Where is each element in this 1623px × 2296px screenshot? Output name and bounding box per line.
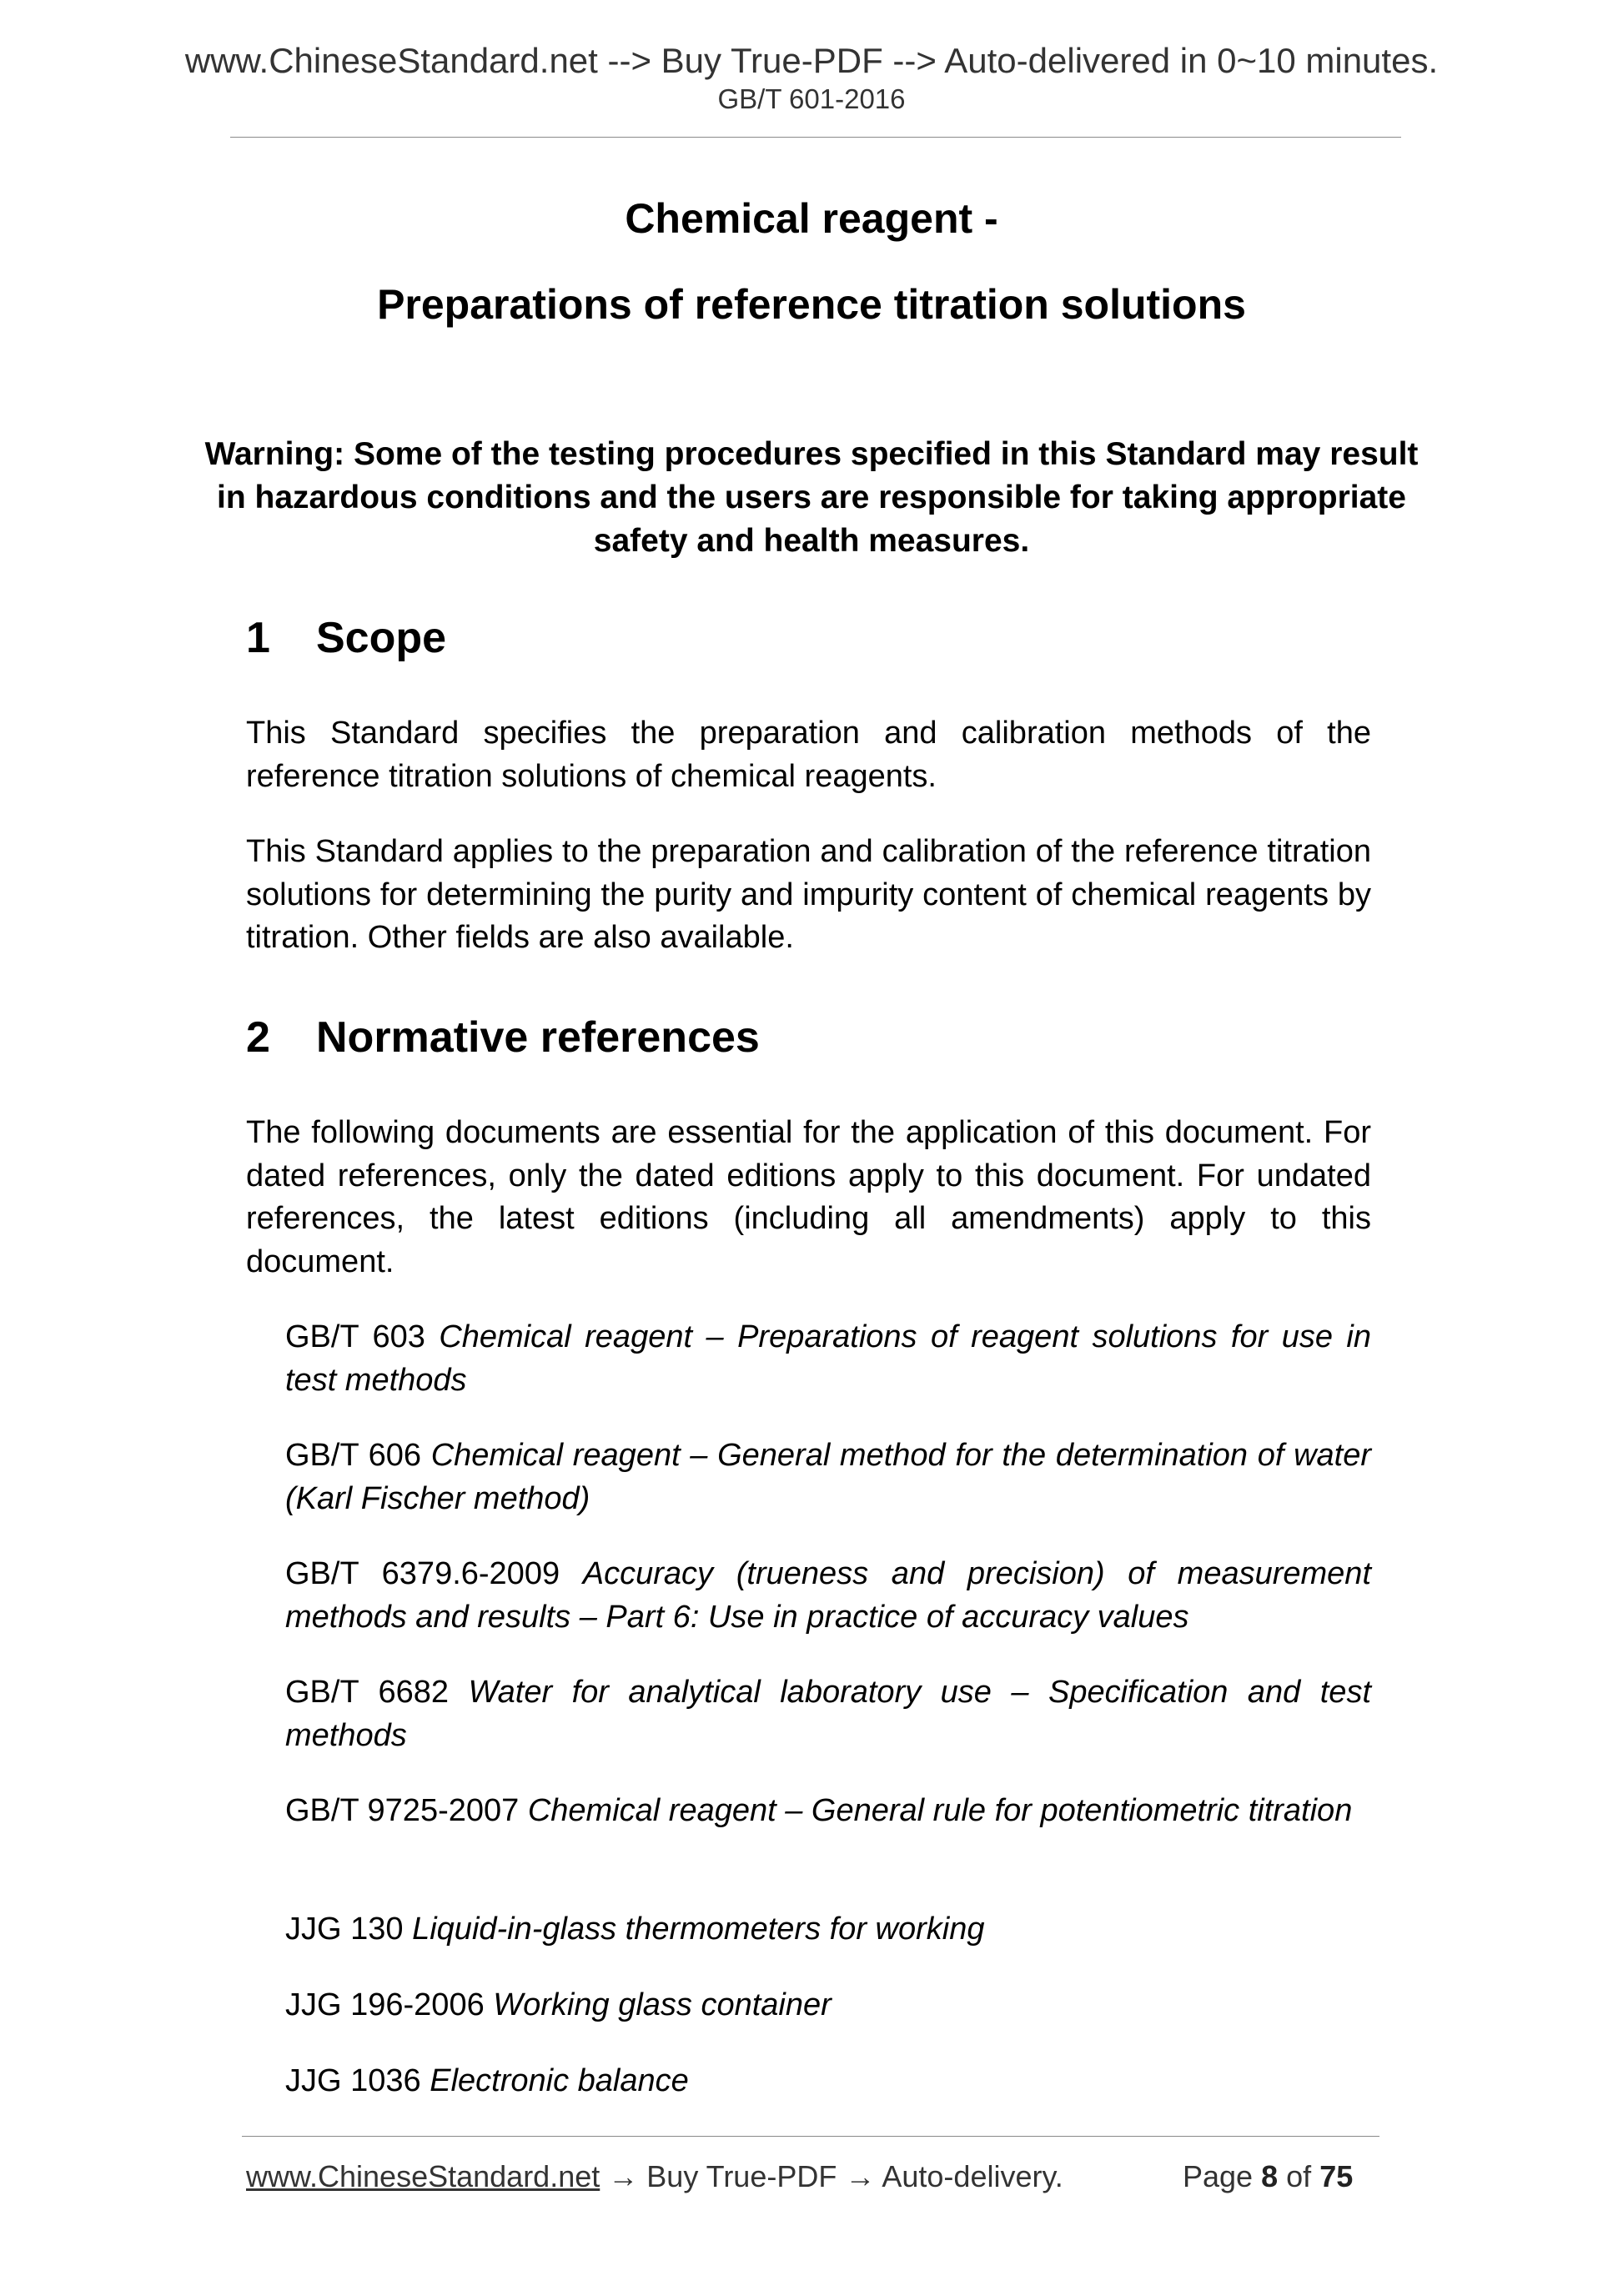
reference-title: Electronic balance xyxy=(430,2063,689,2098)
footer-site-link[interactable]: www.ChineseStandard.net xyxy=(246,2159,600,2193)
reference-code: JJG 196-2006 xyxy=(285,1987,485,2022)
safety-warning: Warning: Some of the testing procedures specified in this Standard may result in hazardous conditions and the users are responsible for taking appropriate safety and health measures. xyxy=(204,436,1419,559)
reference-code: GB/T 9725-2007 xyxy=(285,1793,520,1828)
scope-paragraph-1: This Standard specifies the preparation and calibration methods of the reference titration solutions of chemical reagents. xyxy=(246,716,1371,794)
reference-title: Water for analytical laboratory use – Specification and test methods xyxy=(285,1675,1372,1753)
reference-title: Chemical reagent – Preparations of reagent solutions for use in test methods xyxy=(285,1319,1371,1398)
reference-code: JJG 1036 xyxy=(285,2063,421,2098)
section-title: Scope xyxy=(316,614,447,662)
reference-code: GB/T 603 xyxy=(285,1319,425,1354)
footer-divider xyxy=(242,2136,1379,2137)
reference-title: Chemical reagent – General rule for potentiometric titration xyxy=(527,1793,1353,1828)
document-title-line1: Chemical reagent - xyxy=(625,195,998,242)
reference-title: Working glass container xyxy=(493,1987,832,2022)
reference-code: JJG 130 xyxy=(285,1912,404,1947)
reference-item xyxy=(285,1984,1371,2027)
section-title: Normative references xyxy=(316,1013,760,1062)
page-number: 8 xyxy=(1261,2159,1279,2193)
reference-item xyxy=(285,1316,1371,1402)
header-divider xyxy=(230,137,1401,138)
standard-code: GB/T 601-2016 xyxy=(717,83,906,114)
footer-buy-text: Buy True-PDF xyxy=(646,2159,837,2193)
total-pages: 75 xyxy=(1319,2159,1354,2193)
reference-item xyxy=(285,1434,1371,1520)
section-heading-normative-references xyxy=(246,1013,760,1062)
reference-code: GB/T 6379.6-2009 xyxy=(285,1556,560,1591)
footer-delivery-text: Auto-delivery. xyxy=(882,2159,1063,2193)
arrow-right-icon: → xyxy=(608,2159,639,2193)
reference-title: Liquid-in-glass thermometers for working xyxy=(412,1912,985,1947)
section-heading-scope xyxy=(246,616,446,660)
reference-code: GB/T 606 xyxy=(285,1438,422,1473)
footer-left xyxy=(246,2159,1063,2193)
reference-item xyxy=(285,1553,1371,1639)
of-label: of xyxy=(1286,2159,1312,2193)
section-number: 1 xyxy=(246,614,270,662)
arrow-right-icon: → xyxy=(845,2159,876,2193)
reference-item xyxy=(285,1671,1371,1757)
reference-item xyxy=(285,2060,1371,2103)
page-indicator xyxy=(1183,2159,1354,2193)
references-intro-paragraph: The following documents are essential for the application of this document. For dated references, only the dated editions apply to this document. For undated references, the latest editions (including all amendments) apply to this document. xyxy=(246,1115,1371,1279)
reference-code: GB/T 6682 xyxy=(285,1675,449,1710)
section-number: 2 xyxy=(246,1013,270,1062)
header-banner: www.ChineseStandard.net --> Buy True-PDF --> Auto-delivered in 0~10 minutes. xyxy=(184,41,1439,80)
reference-title: Chemical reagent – General method for the determination of water (Karl Fischer method) xyxy=(285,1438,1371,1516)
page-label: Page xyxy=(1183,2159,1254,2193)
scope-paragraph-2: This Standard applies to the preparation and calibration of the reference titration solutions for determining the purity and impurity content of chemical reagents by titration. Other fields are also available. xyxy=(246,834,1371,955)
reference-item xyxy=(285,1908,1371,1952)
document-title-line2: Preparations of reference titration solutions xyxy=(377,281,1246,328)
reference-item xyxy=(285,1790,1371,1833)
reference-title: Accuracy (trueness and precision) of measurement methods and results – Part 6: Use in practice of accuracy values xyxy=(285,1556,1371,1635)
